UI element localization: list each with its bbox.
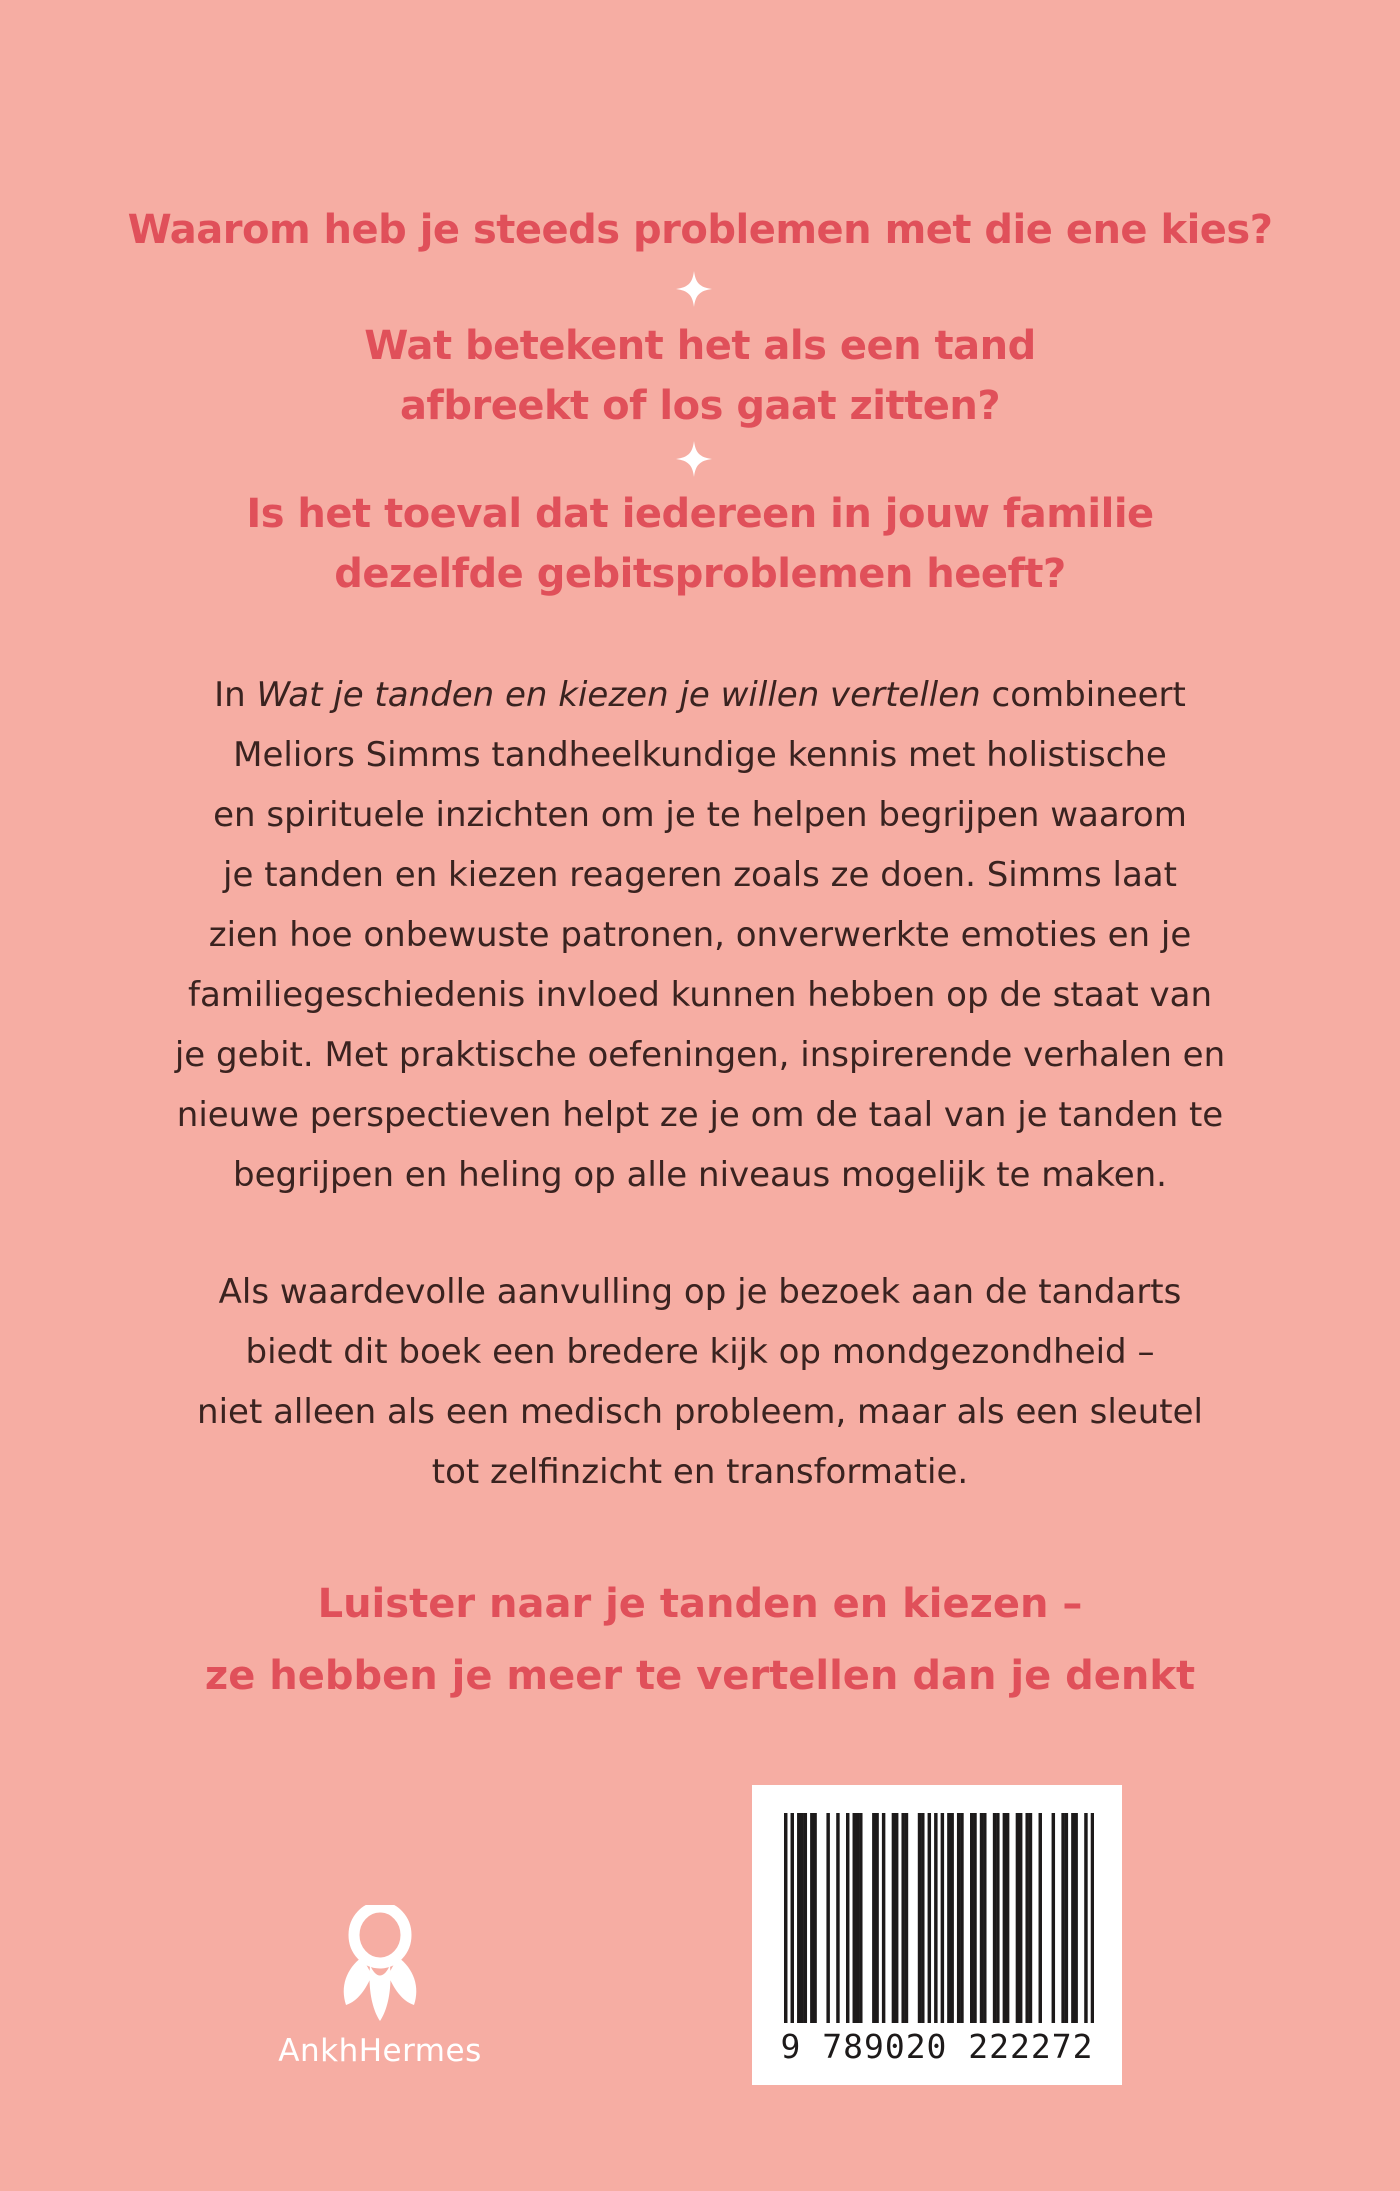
barcode-bar (980, 1813, 983, 2023)
four-point-star-icon (676, 271, 712, 307)
description-line: familiegeschiedenis invloed kunnen hebben op de staat van (187, 975, 1213, 1015)
description-line: je tanden en kiezen reageren zoals ze doen. Simms laat (223, 855, 1177, 895)
barcode-bar (1039, 1813, 1042, 2023)
barcode-bar (1091, 1813, 1094, 2023)
description-line: zien hoe onbewuste patronen, onverwerkte emoties en je (208, 915, 1192, 955)
barcode-bar (836, 1813, 839, 2023)
ankhhermes-logo-icon (332, 1905, 428, 2023)
barcode-bar (960, 1813, 963, 2023)
barcode-bars (784, 1813, 1094, 2023)
barcode-bar (872, 1813, 875, 2023)
barcode-bar (1006, 1813, 1009, 2023)
barcode-bar (1061, 1813, 1064, 2023)
barcode-bar (875, 1813, 878, 2023)
barcode-bar (983, 1813, 986, 2023)
barcode-bar (784, 1813, 787, 2023)
barcode-bar (856, 1813, 859, 2023)
barcode-bar (859, 1813, 862, 2023)
barcode-bar (846, 1813, 849, 2023)
barcode-bar (1029, 1813, 1032, 2023)
barcode-bar (810, 1813, 813, 2023)
description-line: begrijpen en heling op alle niveaus mogelijk te maken. (233, 1155, 1167, 1195)
question-2-line-2: afbreekt of los gaat zitten? (399, 383, 1001, 429)
barcode-bar (970, 1813, 973, 2023)
barcode-bar (853, 1813, 856, 2023)
barcode-bar (1084, 1813, 1087, 2023)
closing-line-2: ze hebben je meer te vertellen dan je denkt (204, 1653, 1196, 1699)
publisher-logo (260, 1905, 500, 2085)
closing-tagline (0, 1568, 1400, 1712)
description-line: en spirituele inzichten om je te helpen begrijpen waarom (213, 795, 1187, 835)
book-title: Wat je tanden en kiezen je willen vertellen (256, 675, 981, 715)
barcode-bar (947, 1813, 950, 2023)
barcode-bar (934, 1813, 937, 2023)
barcode-bar (882, 1813, 885, 2023)
barcode-bar (1019, 1813, 1022, 2023)
barcode-bar (813, 1813, 816, 2023)
barcode-bar (941, 1813, 944, 2023)
question-3-line-2: dezelfde gebitsproblemen heeft? (334, 551, 1066, 597)
barcode-digits: 9 789020 222272 (780, 2027, 1094, 2066)
barcode-bar (928, 1813, 931, 2023)
question-1-line-1: Waarom heb je steeds problemen met die ene kies? (127, 207, 1273, 253)
isbn-barcode (752, 1785, 1122, 2085)
question-2 (0, 316, 1400, 436)
barcode-bar (895, 1813, 898, 2023)
barcode-bar (901, 1813, 904, 2023)
four-point-star-icon (676, 441, 712, 477)
barcode-bar (1025, 1813, 1028, 2023)
barcode-bar (996, 1813, 999, 2023)
publisher-name: AnkhHermes (278, 2033, 482, 2069)
barcode-bar (1074, 1813, 1077, 2023)
complement-paragraph (150, 1262, 1250, 1502)
barcode-bar (800, 1813, 803, 2023)
description-line: je gebit. Met praktische oefeningen, inspirerende verhalen en (174, 1035, 1226, 1075)
barcode-bar (1016, 1813, 1019, 2023)
question-1 (0, 200, 1400, 260)
barcode-bar (797, 1813, 800, 2023)
question-2-line-1: Wat betekent het als een tand (364, 323, 1036, 369)
barcode-bar (1065, 1813, 1068, 2023)
complement-line: niet alleen als een medisch probleem, maar als een sleutel (197, 1392, 1203, 1432)
barcode-bar (804, 1813, 807, 2023)
complement-line: Als waardevolle aanvulling op je bezoek aan de tandarts (218, 1272, 1182, 1312)
barcode-bar (1003, 1813, 1006, 2023)
complement-line: biedt dit boek een bredere kijk op mondgezondheid – (245, 1332, 1155, 1372)
description-paragraph (150, 665, 1250, 1205)
barcode-bar (973, 1813, 976, 2023)
barcode-bar (1052, 1813, 1055, 2023)
description-line: Meliors Simms tandheelkundige kennis met holistische (233, 735, 1167, 775)
closing-line-1: Luister naar je tanden en kiezen – (317, 1581, 1083, 1627)
complement-line: tot zelfinzicht en transformatie. (431, 1452, 969, 1492)
description-line: nieuwe perspectieven helpt ze je om de taal van je tanden te (176, 1095, 1224, 1135)
barcode-bar (1071, 1813, 1074, 2023)
barcode-bar (826, 1813, 829, 2023)
barcode-bar (791, 1813, 794, 2023)
barcode-bar (957, 1813, 960, 2023)
question-3 (0, 484, 1400, 604)
barcode-bar (950, 1813, 953, 2023)
barcode-bar (921, 1813, 924, 2023)
barcode-bar (993, 1813, 996, 2023)
barcode-bar (905, 1813, 908, 2023)
description-line-1: In Wat je tanden en kiezen je willen vertellen combineert (214, 675, 1186, 715)
question-3-line-1: Is het toeval dat iedereen in jouw familie (246, 491, 1154, 537)
barcode-bar (918, 1813, 921, 2023)
barcode-bar (892, 1813, 895, 2023)
